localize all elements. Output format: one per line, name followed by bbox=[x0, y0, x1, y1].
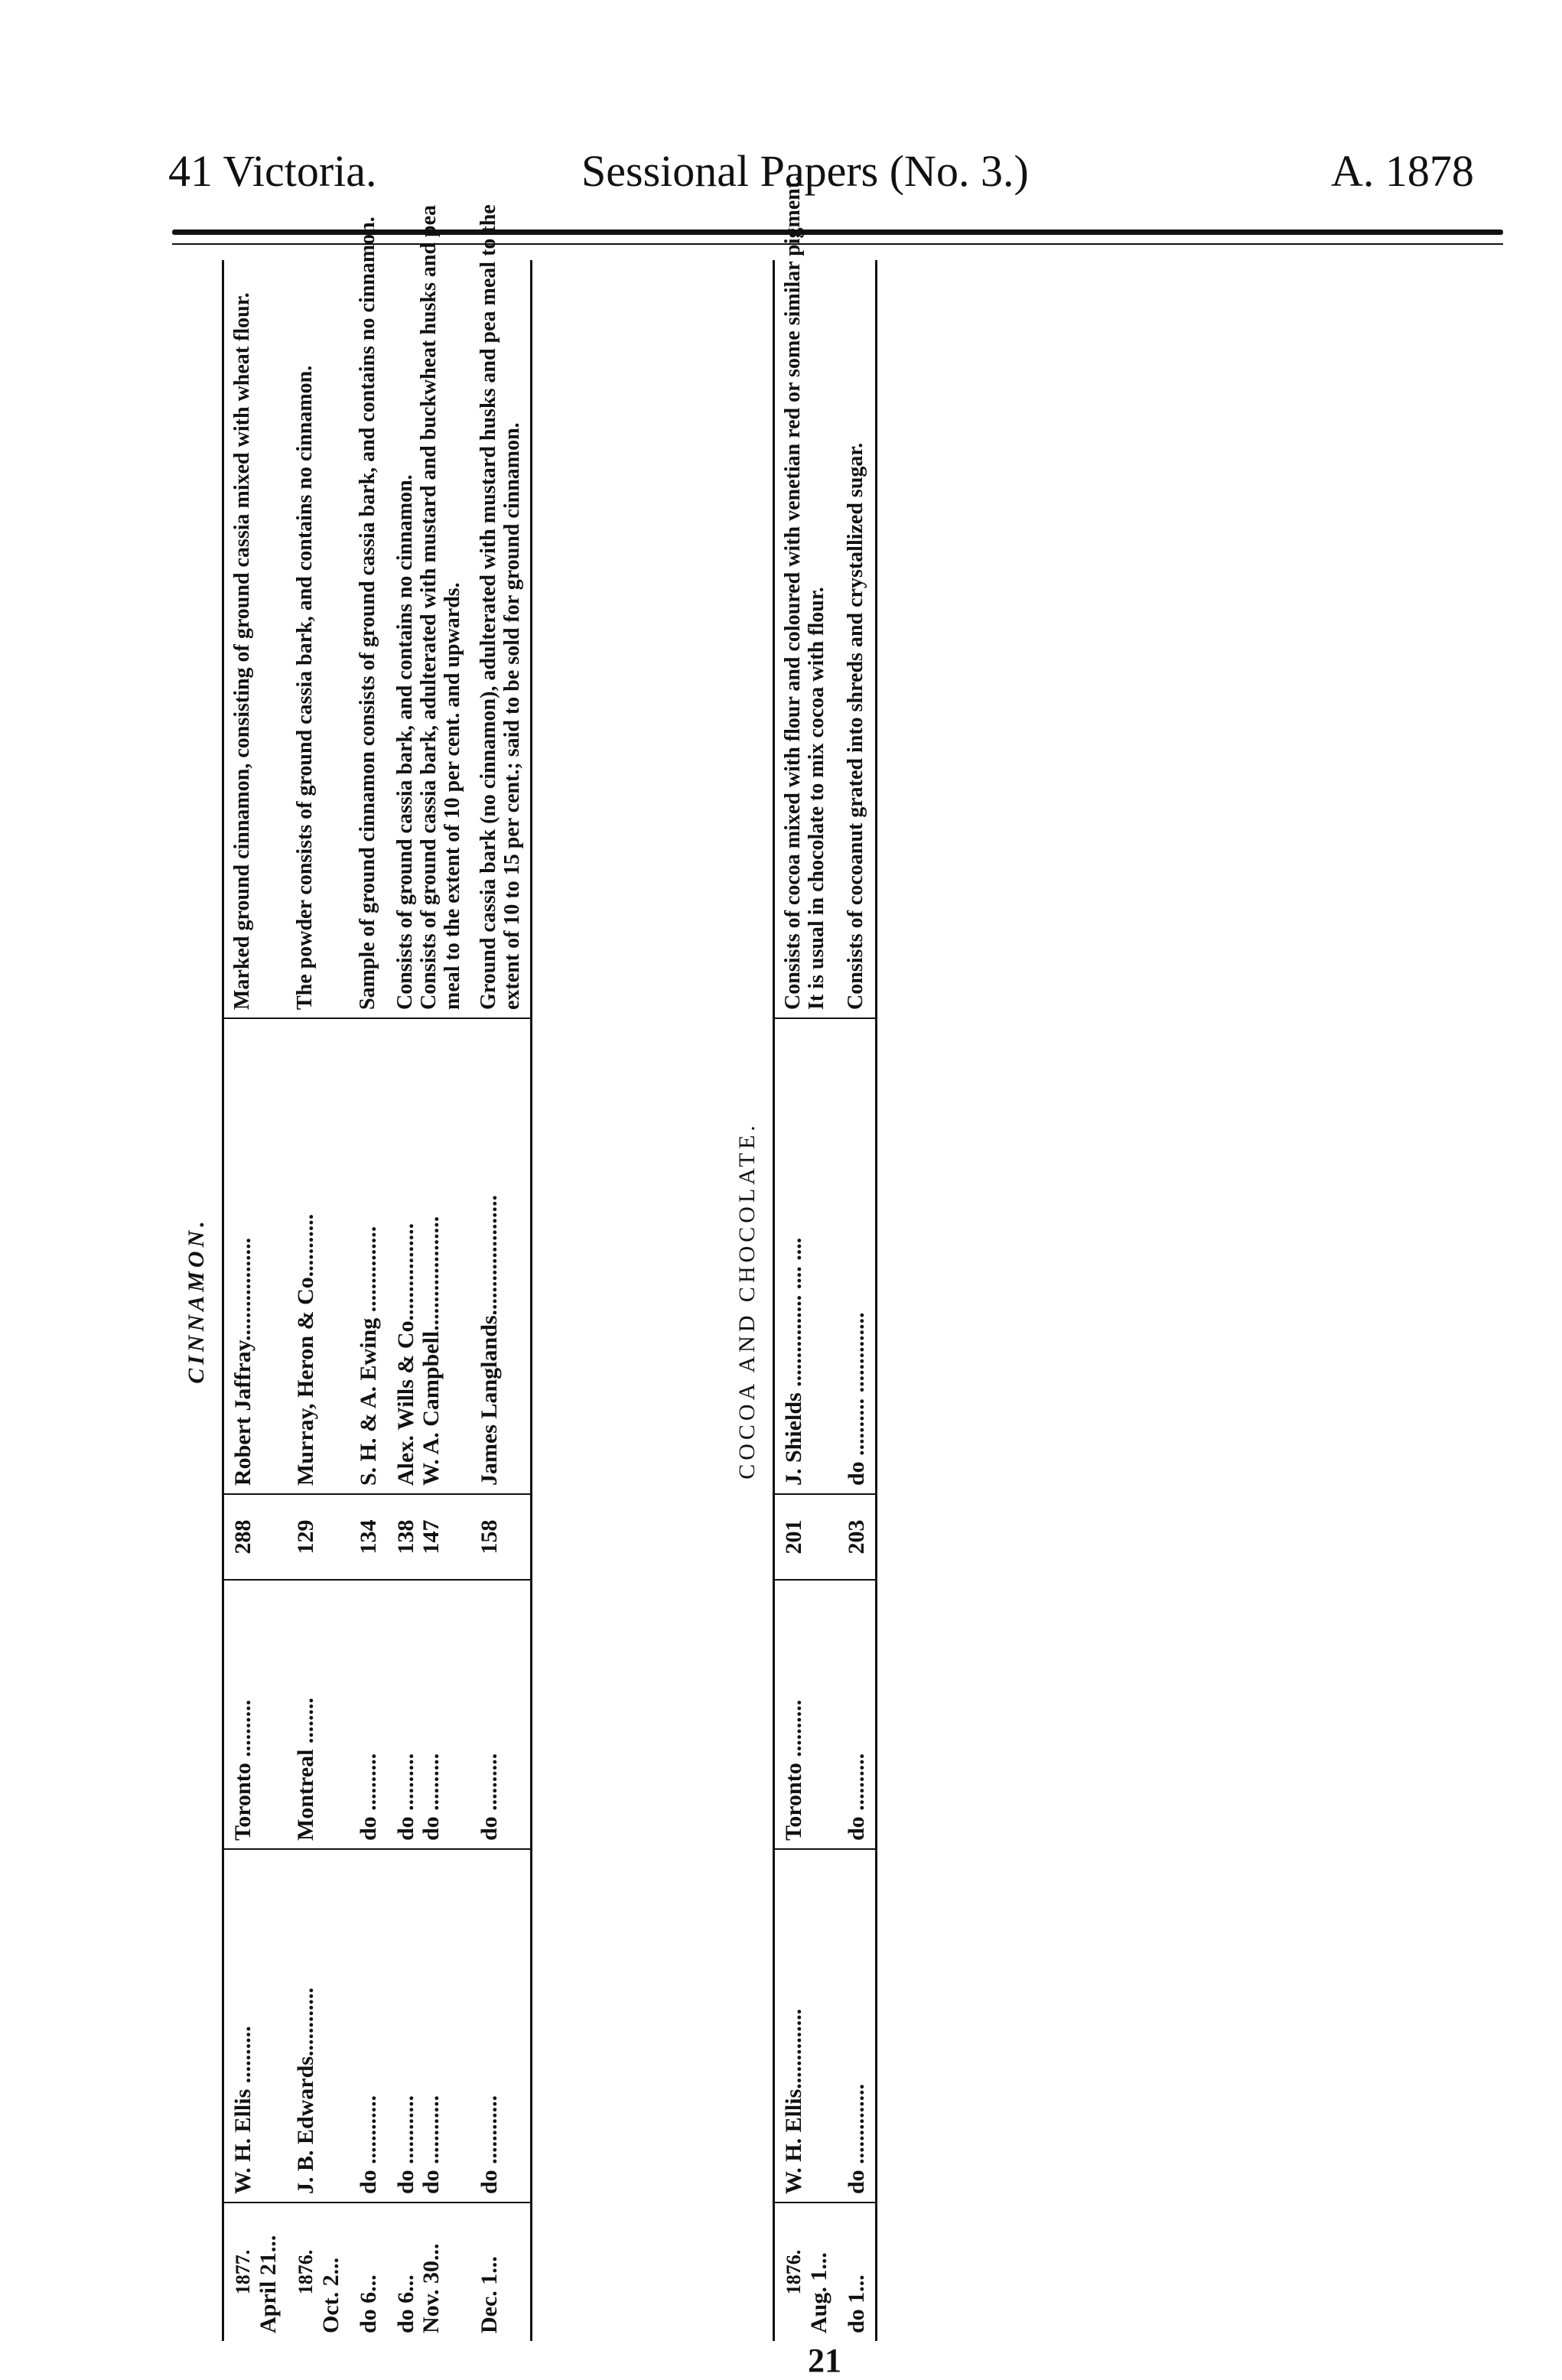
table-row bbox=[224, 161, 287, 2341]
place-cell: do .......... bbox=[470, 1580, 530, 1849]
table-row bbox=[287, 161, 350, 2341]
section-title-cocoa: COCOA AND CHOCOLATE. bbox=[734, 1122, 760, 1480]
result-cell: Ground cassia bark (no cinnamon), adulterated with mustard husks and pea meal to the extent of 10 to 15 per cent.; said to be sold for ground cinnamon. bbox=[470, 161, 530, 1018]
date-cell: 1876. Aug. 1... bbox=[783, 2249, 831, 2333]
cinnamon-table bbox=[222, 204, 532, 2341]
analyst-cell: do ............ do ............ bbox=[387, 1849, 470, 2203]
page-number: 21 bbox=[808, 2342, 841, 2379]
place-cell: Montreal ........ bbox=[287, 1580, 350, 1849]
number-cell: 129 bbox=[287, 1494, 350, 1580]
analyst-cell: do ............ bbox=[350, 1849, 387, 2203]
vendor-cell: Murray, Heron & Co........... bbox=[287, 1018, 350, 1494]
table-row bbox=[775, 161, 838, 2341]
running-head-title: Sessional Papers (No. 3.) bbox=[581, 146, 1029, 196]
date-cell: do 6... Nov. 30... bbox=[393, 2243, 444, 2333]
number-cell: 201 bbox=[775, 1494, 838, 1580]
running-head-left: 41 Victoria. bbox=[168, 146, 377, 196]
result-cell: The powder consists of ground cassia bark, and contains no cinnamon. bbox=[287, 161, 350, 1018]
analyst-cell: W. H. Ellis.............. bbox=[775, 1849, 838, 2203]
section-title-cinnamon: CINNAMON. bbox=[184, 1217, 209, 1384]
table-row bbox=[387, 161, 470, 2341]
table-row bbox=[838, 161, 875, 2341]
number-cell: 134 bbox=[350, 1494, 387, 1580]
analyst-cell: J. B. Edwards............ bbox=[287, 1849, 350, 2203]
vendor-cell: Robert Jaffray.................. bbox=[224, 1018, 287, 1494]
date-cell: do 6... bbox=[356, 2274, 381, 2333]
result-cell: Consists of cocoa mixed with flour and coloured with venetian red or some similar pigment. It is usual in chocolate to mix cocoa with flour. bbox=[775, 161, 838, 1018]
number-cell: 203 bbox=[838, 1494, 875, 1580]
date-cell: 1877. April 21... bbox=[232, 2235, 281, 2333]
date-cell: do 1... bbox=[844, 2274, 869, 2333]
table-row bbox=[350, 161, 387, 2341]
place-cell: do .......... do .......... bbox=[387, 1580, 470, 1849]
place-cell: do .......... bbox=[838, 1580, 875, 1849]
result-cell: Consists of cocoanut grated into shreds and crystallized sugar. bbox=[838, 161, 875, 1018]
place-cell: Toronto .......... bbox=[775, 1580, 838, 1849]
vendor-cell: do .......... .............. bbox=[838, 1018, 875, 1494]
result-cell: Consists of ground cassia bark, and contains no cinnamon. Consists of ground cassia bark, adulterated with mustard and buckwheat husks and pea meal to the extent of 10 per cent. and upwards. bbox=[387, 161, 470, 1018]
analyst-cell: do .............. bbox=[838, 1849, 875, 2203]
vendor-cell: S. H. & A. Ewing ............... bbox=[350, 1018, 387, 1494]
number-cell: 138 147 bbox=[387, 1494, 470, 1580]
date-cell: Dec. 1... bbox=[477, 2256, 502, 2333]
table-row bbox=[470, 161, 530, 2341]
number-cell: 288 bbox=[224, 1494, 287, 1580]
result-cell: Sample of ground cinnamon consists of ground cassia bark, and contains no cinnamon. bbox=[350, 161, 387, 1018]
analyst-cell: do ............ bbox=[470, 1849, 530, 2203]
number-cell: 158 bbox=[470, 1494, 530, 1580]
analyst-cell: W. H. Ellis .......... bbox=[224, 1849, 287, 2203]
vendor-cell: Alex. Wills & Co................. W. A. Campbell.................... bbox=[387, 1018, 470, 1494]
date-cell: 1876. Oct. 2... bbox=[295, 2249, 343, 2333]
result-cell: Marked ground cinnamon, consisting of ground cassia mixed with wheat flour. bbox=[224, 161, 287, 1018]
place-cell: Toronto .......... bbox=[224, 1580, 287, 1849]
cocoa-table bbox=[773, 175, 877, 2341]
running-head-year: A. 1878 bbox=[1331, 146, 1474, 196]
place-cell: do .......... bbox=[350, 1580, 387, 1849]
vendor-cell: J. Shields ................ .... .... bbox=[775, 1018, 838, 1494]
vendor-cell: James Langlands..................... bbox=[470, 1018, 530, 1494]
rotated-tables bbox=[184, 175, 1025, 2341]
